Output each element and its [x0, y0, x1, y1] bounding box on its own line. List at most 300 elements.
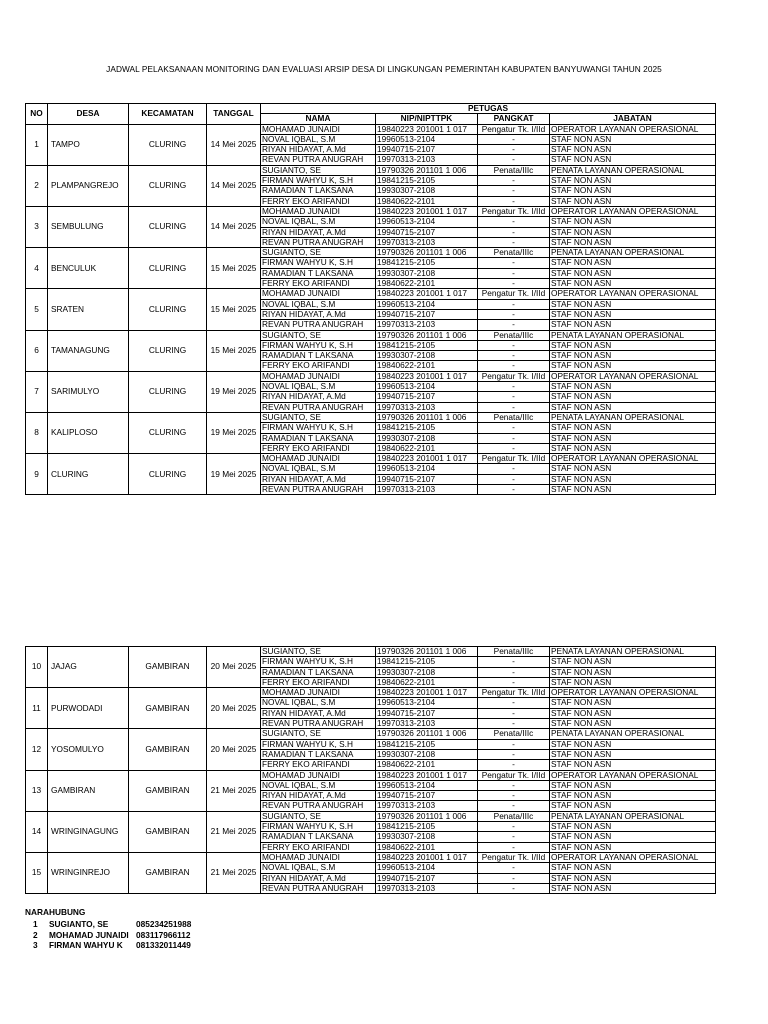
kecamatan-name: GAMBIRAN	[129, 688, 207, 729]
contact-name: MOHAMAD JUNAIDI	[49, 929, 129, 940]
schedule-body-page-2	[26, 647, 716, 894]
document-title: JADWAL PELAKSANAAN MONITORING DAN EVALUASI ARSIP DESA DI LINGKUNGAN PEMERINTAH KABUPATEN BANYUWANGI TAHUN 2025	[106, 64, 662, 74]
desa-name: SRATEN	[48, 289, 129, 330]
header-nip: NIP/NIPTTPK	[376, 114, 478, 124]
table-row	[26, 729, 716, 739]
officer-name: RAMADIAN T LAKSANA	[261, 832, 376, 842]
header-no: NO	[26, 104, 48, 125]
header-tanggal: TANGGAL	[207, 104, 261, 125]
officer-nip: 19790326 201101 1 006	[376, 647, 478, 657]
officer-rank: -	[478, 474, 550, 484]
header-kecamatan: KECAMATAN	[129, 104, 207, 125]
officer-rank: Pengatur Tk. I/IId	[478, 688, 550, 698]
contacts-list	[25, 919, 191, 951]
desa-name: CLURING	[48, 454, 129, 495]
officer-position: OPERATOR LAYANAN OPERASIONAL	[550, 371, 716, 381]
officer-nip: 19960513-2104	[376, 464, 478, 474]
officer-nip: 19930307-2108	[376, 749, 478, 759]
row-number: 9	[26, 454, 48, 495]
officer-position: STAF NON ASN	[550, 667, 716, 677]
officer-name: FERRY EKO ARIFANDI	[261, 760, 376, 770]
officer-rank: -	[478, 237, 550, 247]
officer-rank: -	[478, 320, 550, 330]
officer-nip: 19960513-2104	[376, 382, 478, 392]
desa-name: BENCULUK	[48, 248, 129, 289]
officer-rank: -	[478, 657, 550, 667]
officer-nip: 19930307-2108	[376, 433, 478, 443]
table-row	[26, 688, 716, 698]
kecamatan-name: CLURING	[129, 165, 207, 206]
schedule-date: 15 Mei 2025	[207, 330, 261, 371]
officer-name: SUGIANTO, SE	[261, 647, 376, 657]
officer-nip: 19930307-2108	[376, 186, 478, 196]
officer-nip: 19840223 201001 1 017	[376, 770, 478, 780]
officer-nip: 19840622-2101	[376, 842, 478, 852]
kecamatan-name: GAMBIRAN	[129, 852, 207, 893]
officer-position: STAF NON ASN	[550, 719, 716, 729]
officer-nip: 19970313-2103	[376, 320, 478, 330]
officer-position: STAF NON ASN	[550, 402, 716, 412]
row-number: 5	[26, 289, 48, 330]
officer-rank: -	[478, 258, 550, 268]
schedule-date: 20 Mei 2025	[207, 647, 261, 688]
officer-position: STAF NON ASN	[550, 217, 716, 227]
officer-nip: 19841215-2105	[376, 822, 478, 832]
officer-nip: 19940715-2107	[376, 392, 478, 402]
table-row	[26, 248, 716, 258]
desa-name: SARIMULYO	[48, 371, 129, 412]
officer-rank: -	[478, 484, 550, 494]
officer-name: FERRY EKO ARIFANDI	[261, 361, 376, 371]
officer-position: PENATA LAYANAN OPERASIONAL	[550, 248, 716, 258]
officer-position: PENATA LAYANAN OPERASIONAL	[550, 165, 716, 175]
officer-nip: 19840622-2101	[376, 677, 478, 687]
officer-name: NOVAL IQBAL, S.M	[261, 217, 376, 227]
officer-position: STAF NON ASN	[550, 423, 716, 433]
officer-nip: 19840622-2101	[376, 361, 478, 371]
table-row	[26, 206, 716, 216]
officer-name: FERRY EKO ARIFANDI	[261, 443, 376, 453]
desa-name: WRINGINREJO	[48, 852, 129, 893]
officer-nip: 19790326 201101 1 006	[376, 811, 478, 821]
officer-name: RIYAN HIDAYAT, A.Md	[261, 227, 376, 237]
officer-rank: -	[478, 863, 550, 873]
officer-nip: 19841215-2105	[376, 258, 478, 268]
table-row	[26, 124, 716, 134]
officer-position: STAF NON ASN	[550, 279, 716, 289]
officer-rank: Penata/IIIc	[478, 647, 550, 657]
schedule-date: 19 Mei 2025	[207, 371, 261, 412]
row-number: 14	[26, 811, 48, 852]
officer-position: STAF NON ASN	[550, 801, 716, 811]
officer-nip: 19840223 201001 1 017	[376, 124, 478, 134]
officer-rank: -	[478, 708, 550, 718]
officer-name: RIYAN HIDAYAT, A.Md	[261, 309, 376, 319]
officer-name: MOHAMAD JUNAIDI	[261, 770, 376, 780]
table-row	[26, 770, 716, 780]
header-jabatan: JABATAN	[550, 114, 716, 124]
officer-position: STAF NON ASN	[550, 873, 716, 883]
officer-name: REVAN PUTRA ANUGRAH	[261, 719, 376, 729]
contact-name: FIRMAN WAHYU K	[49, 940, 123, 950]
officer-rank: Pengatur Tk. I/IId	[478, 852, 550, 862]
officer-name: REVAN PUTRA ANUGRAH	[261, 237, 376, 247]
officer-rank: -	[478, 832, 550, 842]
officer-nip: 19970313-2103	[376, 237, 478, 247]
officer-name: FIRMAN WAHYU K, S.H	[261, 176, 376, 186]
officer-name: RIYAN HIDAYAT, A.Md	[261, 392, 376, 402]
officer-name: NOVAL IQBAL, S.M	[261, 382, 376, 392]
officer-name: FERRY EKO ARIFANDI	[261, 196, 376, 206]
officer-nip: 19940715-2107	[376, 145, 478, 155]
schedule-date: 19 Mei 2025	[207, 454, 261, 495]
officer-position: STAF NON ASN	[550, 739, 716, 749]
table-row	[26, 852, 716, 862]
officer-nip: 19840622-2101	[376, 443, 478, 453]
schedule-date: 19 Mei 2025	[207, 412, 261, 453]
contacts-section	[25, 907, 191, 951]
officer-name: REVAN PUTRA ANUGRAH	[261, 155, 376, 165]
officer-name: NOVAL IQBAL, S.M	[261, 780, 376, 790]
row-number: 11	[26, 688, 48, 729]
officer-rank: -	[478, 883, 550, 893]
officer-name: FIRMAN WAHYU K, S.H	[261, 739, 376, 749]
desa-name: GAMBIRAN	[48, 770, 129, 811]
officer-position: STAF NON ASN	[550, 708, 716, 718]
officer-rank: Pengatur Tk. I/IId	[478, 770, 550, 780]
officer-name: MOHAMAD JUNAIDI	[261, 371, 376, 381]
schedule-date: 21 Mei 2025	[207, 852, 261, 893]
officer-name: RIYAN HIDAYAT, A.Md	[261, 873, 376, 883]
officer-position: STAF NON ASN	[550, 299, 716, 309]
officer-name: RIYAN HIDAYAT, A.Md	[261, 145, 376, 155]
officer-nip: 19970313-2103	[376, 719, 478, 729]
schedule-date: 20 Mei 2025	[207, 729, 261, 770]
schedule-table-page-2	[25, 646, 716, 894]
contact-row	[25, 930, 191, 941]
officer-nip: 19960513-2104	[376, 299, 478, 309]
officer-nip: 19940715-2107	[376, 873, 478, 883]
desa-name: TAMANAGUNG	[48, 330, 129, 371]
header-petugas: PETUGAS	[261, 104, 716, 114]
row-number: 4	[26, 248, 48, 289]
officer-rank: -	[478, 749, 550, 759]
desa-name: PLAMPANGREJO	[48, 165, 129, 206]
officer-name: REVAN PUTRA ANUGRAH	[261, 320, 376, 330]
officer-rank: -	[478, 392, 550, 402]
officer-position: OPERATOR LAYANAN OPERASIONAL	[550, 124, 716, 134]
row-number: 10	[26, 647, 48, 688]
officer-rank: -	[478, 279, 550, 289]
contact-row	[25, 919, 191, 930]
officer-nip: 19940715-2107	[376, 227, 478, 237]
officer-nip: 19790326 201101 1 006	[376, 248, 478, 258]
officer-position: STAF NON ASN	[550, 698, 716, 708]
officer-nip: 19840223 201001 1 017	[376, 454, 478, 464]
officer-rank: -	[478, 309, 550, 319]
row-number: 1	[26, 124, 48, 165]
officer-name: NOVAL IQBAL, S.M	[261, 698, 376, 708]
officer-rank: Pengatur Tk. I/IId	[478, 371, 550, 381]
desa-name: WRINGINAGUNG	[48, 811, 129, 852]
officer-name: FERRY EKO ARIFANDI	[261, 279, 376, 289]
officer-position: STAF NON ASN	[550, 863, 716, 873]
officer-rank: Penata/IIIc	[478, 729, 550, 739]
contact-phone: 081332011449	[136, 940, 191, 950]
officer-rank: Penata/IIIc	[478, 811, 550, 821]
header-desa: DESA	[48, 104, 129, 125]
contact-phone: 083117966112	[136, 929, 191, 940]
schedule-date: 21 Mei 2025	[207, 811, 261, 852]
officer-position: STAF NON ASN	[550, 392, 716, 402]
officer-rank: Pengatur Tk. I/IId	[478, 124, 550, 134]
officer-rank: -	[478, 382, 550, 392]
officer-position: STAF NON ASN	[550, 822, 716, 832]
officer-name: REVAN PUTRA ANUGRAH	[261, 484, 376, 494]
kecamatan-name: GAMBIRAN	[129, 647, 207, 688]
officer-nip: 19841215-2105	[376, 176, 478, 186]
officer-nip: 19840223 201001 1 017	[376, 206, 478, 216]
officer-nip: 19970313-2103	[376, 883, 478, 893]
contact-number: 2	[33, 929, 38, 940]
officer-rank: -	[478, 677, 550, 687]
officer-position: STAF NON ASN	[550, 155, 716, 165]
row-number: 2	[26, 165, 48, 206]
table-row	[26, 371, 716, 381]
officer-nip: 19840223 201001 1 017	[376, 371, 478, 381]
desa-name: KALIPLOSO	[48, 412, 129, 453]
officer-position: STAF NON ASN	[550, 474, 716, 484]
contact-number: 1	[33, 919, 38, 929]
officer-position: STAF NON ASN	[550, 832, 716, 842]
officer-nip: 19940715-2107	[376, 708, 478, 718]
officer-rank: Pengatur Tk. I/IId	[478, 206, 550, 216]
schedule-date: 14 Mei 2025	[207, 124, 261, 165]
officer-nip: 19960513-2104	[376, 217, 478, 227]
officer-position: STAF NON ASN	[550, 883, 716, 893]
officer-rank: -	[478, 196, 550, 206]
officer-position: STAF NON ASN	[550, 361, 716, 371]
officer-name: RAMADIAN T LAKSANA	[261, 268, 376, 278]
officer-position: STAF NON ASN	[550, 176, 716, 186]
schedule-date: 15 Mei 2025	[207, 289, 261, 330]
officer-rank: -	[478, 719, 550, 729]
officer-nip: 19930307-2108	[376, 667, 478, 677]
table-row	[26, 647, 716, 657]
row-number: 13	[26, 770, 48, 811]
officer-nip: 19960513-2104	[376, 698, 478, 708]
officer-name: MOHAMAD JUNAIDI	[261, 852, 376, 862]
officer-nip: 19841215-2105	[376, 423, 478, 433]
officer-name: SUGIANTO, SE	[261, 729, 376, 739]
schedule-table-page-1	[25, 103, 716, 495]
officer-position: STAF NON ASN	[550, 791, 716, 801]
officer-nip: 19790326 201101 1 006	[376, 729, 478, 739]
officer-nip: 19940715-2107	[376, 309, 478, 319]
officer-position: STAF NON ASN	[550, 433, 716, 443]
officer-nip: 19960513-2104	[376, 134, 478, 144]
officer-name: SUGIANTO, SE	[261, 165, 376, 175]
officer-name: SUGIANTO, SE	[261, 811, 376, 821]
officer-position: STAF NON ASN	[550, 227, 716, 237]
officer-name: MOHAMAD JUNAIDI	[261, 289, 376, 299]
table-row	[26, 165, 716, 175]
table-row	[26, 412, 716, 422]
officer-name: NOVAL IQBAL, S.M	[261, 134, 376, 144]
officer-nip: 19930307-2108	[376, 351, 478, 361]
officer-nip: 19960513-2104	[376, 780, 478, 790]
officer-position: PENATA LAYANAN OPERASIONAL	[550, 647, 716, 657]
officer-nip: 19790326 201101 1 006	[376, 330, 478, 340]
kecamatan-name: CLURING	[129, 371, 207, 412]
officer-name: REVAN PUTRA ANUGRAH	[261, 883, 376, 893]
officer-nip: 19840622-2101	[376, 760, 478, 770]
officer-position: STAF NON ASN	[550, 196, 716, 206]
schedule-date: 14 Mei 2025	[207, 206, 261, 247]
officer-rank: -	[478, 268, 550, 278]
officer-position: STAF NON ASN	[550, 320, 716, 330]
officer-nip: 19970313-2103	[376, 402, 478, 412]
officer-nip: 19940715-2107	[376, 791, 478, 801]
officer-rank: -	[478, 134, 550, 144]
officer-position: STAF NON ASN	[550, 443, 716, 453]
officer-rank: -	[478, 873, 550, 883]
officer-name: RIYAN HIDAYAT, A.Md	[261, 708, 376, 718]
officer-name: REVAN PUTRA ANUGRAH	[261, 801, 376, 811]
officer-rank: -	[478, 801, 550, 811]
officer-nip: 19970313-2103	[376, 484, 478, 494]
contact-name: SUGIANTO, SE	[49, 919, 109, 929]
officer-name: SUGIANTO, SE	[261, 330, 376, 340]
officer-position: OPERATOR LAYANAN OPERASIONAL	[550, 206, 716, 216]
officer-name: MOHAMAD JUNAIDI	[261, 124, 376, 134]
officer-rank: -	[478, 340, 550, 350]
kecamatan-name: GAMBIRAN	[129, 770, 207, 811]
officer-nip: 19840223 201001 1 017	[376, 688, 478, 698]
officer-nip: 19930307-2108	[376, 268, 478, 278]
officer-name: SUGIANTO, SE	[261, 248, 376, 258]
officer-position: STAF NON ASN	[550, 657, 716, 667]
officer-name: FIRMAN WAHYU K, S.H	[261, 258, 376, 268]
contact-row	[25, 940, 191, 951]
kecamatan-name: CLURING	[129, 330, 207, 371]
officer-position: OPERATOR LAYANAN OPERASIONAL	[550, 454, 716, 464]
officer-name: RAMADIAN T LAKSANA	[261, 186, 376, 196]
desa-name: SEMBULUNG	[48, 206, 129, 247]
officer-name: FERRY EKO ARIFANDI	[261, 677, 376, 687]
officer-position: STAF NON ASN	[550, 340, 716, 350]
officer-nip: 19960513-2104	[376, 863, 478, 873]
kecamatan-name: CLURING	[129, 124, 207, 165]
officer-rank: Penata/IIIc	[478, 165, 550, 175]
header-pangkat: PANGKAT	[478, 114, 550, 124]
officer-nip: 19841215-2105	[376, 340, 478, 350]
officer-name: NOVAL IQBAL, S.M	[261, 299, 376, 309]
officer-rank: Pengatur Tk. I/IId	[478, 454, 550, 464]
officer-name: FIRMAN WAHYU K, S.H	[261, 340, 376, 350]
officer-nip: 19970313-2103	[376, 801, 478, 811]
officer-rank: -	[478, 176, 550, 186]
officer-nip: 19790326 201101 1 006	[376, 165, 478, 175]
table-row	[26, 454, 716, 464]
desa-name: TAMPO	[48, 124, 129, 165]
officer-position: OPERATOR LAYANAN OPERASIONAL	[550, 289, 716, 299]
desa-name: JAJAG	[48, 647, 129, 688]
officer-position: STAF NON ASN	[550, 677, 716, 687]
officer-rank: -	[478, 791, 550, 801]
officer-position: STAF NON ASN	[550, 749, 716, 759]
row-number: 15	[26, 852, 48, 893]
officer-rank: -	[478, 822, 550, 832]
table-row	[26, 289, 716, 299]
officer-name: FIRMAN WAHYU K, S.H	[261, 822, 376, 832]
kecamatan-name: CLURING	[129, 454, 207, 495]
officer-rank: -	[478, 842, 550, 852]
table-row	[26, 330, 716, 340]
officer-nip: 19840622-2101	[376, 279, 478, 289]
schedule-date: 14 Mei 2025	[207, 165, 261, 206]
row-number: 3	[26, 206, 48, 247]
desa-name: PURWODADI	[48, 688, 129, 729]
contacts-heading: NARAHUBUNG	[25, 907, 86, 917]
officer-rank: -	[478, 145, 550, 155]
officer-position: STAF NON ASN	[550, 382, 716, 392]
officer-position: STAF NON ASN	[550, 351, 716, 361]
officer-position: STAF NON ASN	[550, 237, 716, 247]
schedule-date: 21 Mei 2025	[207, 770, 261, 811]
row-number: 12	[26, 729, 48, 770]
officer-nip: 19930307-2108	[376, 832, 478, 842]
officer-position: STAF NON ASN	[550, 309, 716, 319]
header-nama: NAMA	[261, 114, 376, 124]
schedule-body-page-1	[26, 124, 716, 495]
kecamatan-name: GAMBIRAN	[129, 729, 207, 770]
officer-name: RAMADIAN T LAKSANA	[261, 667, 376, 677]
officer-rank: Pengatur Tk. I/IId	[478, 289, 550, 299]
officer-rank: -	[478, 299, 550, 309]
officer-nip: 19940715-2107	[376, 474, 478, 484]
officer-position: STAF NON ASN	[550, 842, 716, 852]
row-number: 6	[26, 330, 48, 371]
officer-position: OPERATOR LAYANAN OPERASIONAL	[550, 770, 716, 780]
officer-name: RAMADIAN T LAKSANA	[261, 749, 376, 759]
officer-nip: 19841215-2105	[376, 739, 478, 749]
officer-position: STAF NON ASN	[550, 258, 716, 268]
desa-name: YOSOMULYO	[48, 729, 129, 770]
officer-name: RAMADIAN T LAKSANA	[261, 351, 376, 361]
officer-rank: -	[478, 464, 550, 474]
officer-rank: Penata/IIIc	[478, 412, 550, 422]
officer-rank: -	[478, 217, 550, 227]
officer-position: STAF NON ASN	[550, 186, 716, 196]
officer-rank: -	[478, 698, 550, 708]
contact-phone: 085234251988	[136, 919, 192, 929]
officer-rank: -	[478, 443, 550, 453]
officer-rank: -	[478, 186, 550, 196]
officer-position: STAF NON ASN	[550, 145, 716, 155]
table-row	[26, 811, 716, 821]
officer-nip: 19970313-2103	[376, 155, 478, 165]
officer-position: OPERATOR LAYANAN OPERASIONAL	[550, 688, 716, 698]
kecamatan-name: CLURING	[129, 248, 207, 289]
officer-name: FERRY EKO ARIFANDI	[261, 842, 376, 852]
officer-rank: Penata/IIIc	[478, 330, 550, 340]
officer-position: STAF NON ASN	[550, 464, 716, 474]
officer-position: PENATA LAYANAN OPERASIONAL	[550, 729, 716, 739]
kecamatan-name: CLURING	[129, 206, 207, 247]
officer-position: STAF NON ASN	[550, 268, 716, 278]
officer-name: NOVAL IQBAL, S.M	[261, 464, 376, 474]
